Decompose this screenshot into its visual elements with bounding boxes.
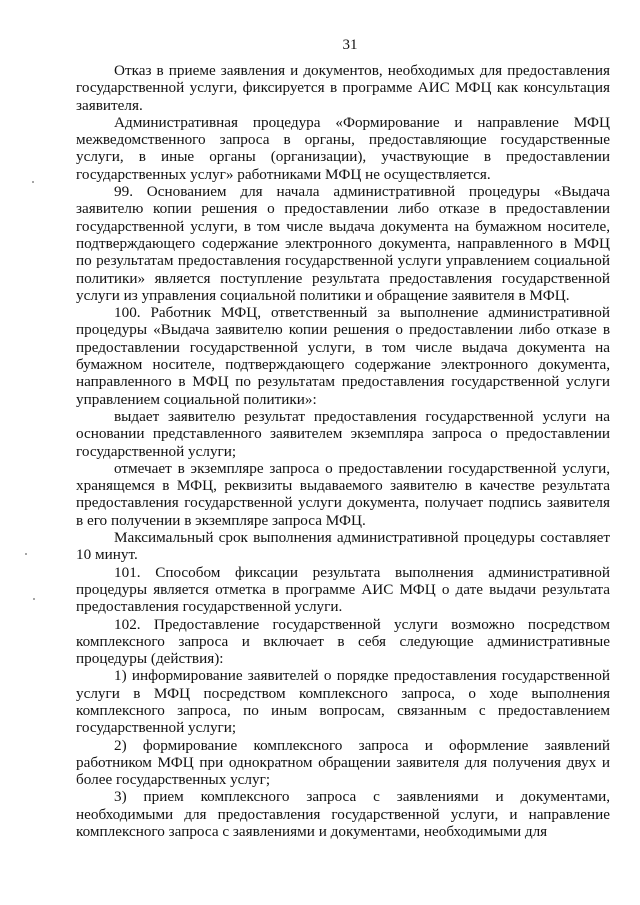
list-item-2: 2) формирование комплексного запроса и оформление заявлений работником МФЦ при однократном обращении заявителя для получения двух и более государственных услуг; [76, 736, 610, 789]
scan-speck [33, 598, 35, 600]
page-number: 31 [342, 37, 358, 53]
list-item-3: 3) прием комплексного запроса с заявлениями и документами, необходимыми для предоставления государственной услуги, и направление комплексного запроса с заявлениями и документами, необходимыми для [76, 788, 610, 841]
scan-speck [32, 181, 34, 183]
paragraph-100: 100. Работник МФЦ, ответственный за выполнение административной процедуры «Выдача заявителю копии решения о предоставлении либо отказе в предоставлении государственной услуги, в том числе выдача документа на бумажном носителе, подтверждающего содержание электронного документа, направленного в МФЦ по результатам предоставления государственной услуги управлением социальной политики»: [76, 304, 610, 408]
document-body [76, 62, 610, 840]
paragraph-101: 101. Способом фиксации результата выполнения административной процедуры является отметка в программе АИС МФЦ о дате выдачи результата предоставления государственной услуги. [76, 563, 610, 616]
paragraph-99: 99. Основанием для начала административной процедуры «Выдача заявителю копии решения о предоставлении либо отказе в предоставлении государственной услуги, в том числе выдача документа на бумажном носителе, подтверждающего содержание электронного документа, направленного в МФЦ по результатам предоставления государственной услуги управлением социальной политики» является поступление результата предоставления государственной услуги из управления социальной политики и обращение заявителя в МФЦ. [76, 183, 610, 304]
paragraph-max-time: Максимальный срок выполнения административной процедуры составляет 10 минут. [76, 529, 610, 564]
paragraph-102: 102. Предоставление государственной услуги возможно посредством комплексного запроса и включает в себя следующие административные процедуры (действия): [76, 615, 610, 668]
paragraph-mark-request: отмечает в экземпляре запроса о предоставлении государственной услуги, хранящемся в МФЦ, реквизиты выдаваемого заявителю в качестве результата предоставления государственной услуги документа, получает подпись заявителя в его получении в экземпляре запроса МФЦ. [76, 459, 610, 529]
paragraph-refusal-recording: Отказ в приеме заявления и документов, необходимых для предоставления государственной услуги, фиксируется в программе АИС МФЦ как консультация заявителя. [76, 62, 610, 114]
paragraph-issue-result: выдает заявителю результат предоставления государственной услуги на основании представленного заявителем экземпляра запроса о предоставлении государственной услуги; [76, 407, 610, 460]
scan-speck [25, 553, 27, 555]
paragraph-interagency-request: Административная процедура «Формирование и направление МФЦ межведомственного запроса в органы, предоставляющие государственные услуги, в иные органы (организации), участвующие в предоставлении государственных услуг» работниками МФЦ не осуществляется. [76, 113, 610, 183]
list-item-1: 1) информирование заявителей о порядке предоставления государственной услуги в МФЦ посредством комплексного запроса, о ходе выполнения комплексного запроса, по иным вопросам, связанным с предоставлением государственной услуги; [76, 667, 610, 737]
